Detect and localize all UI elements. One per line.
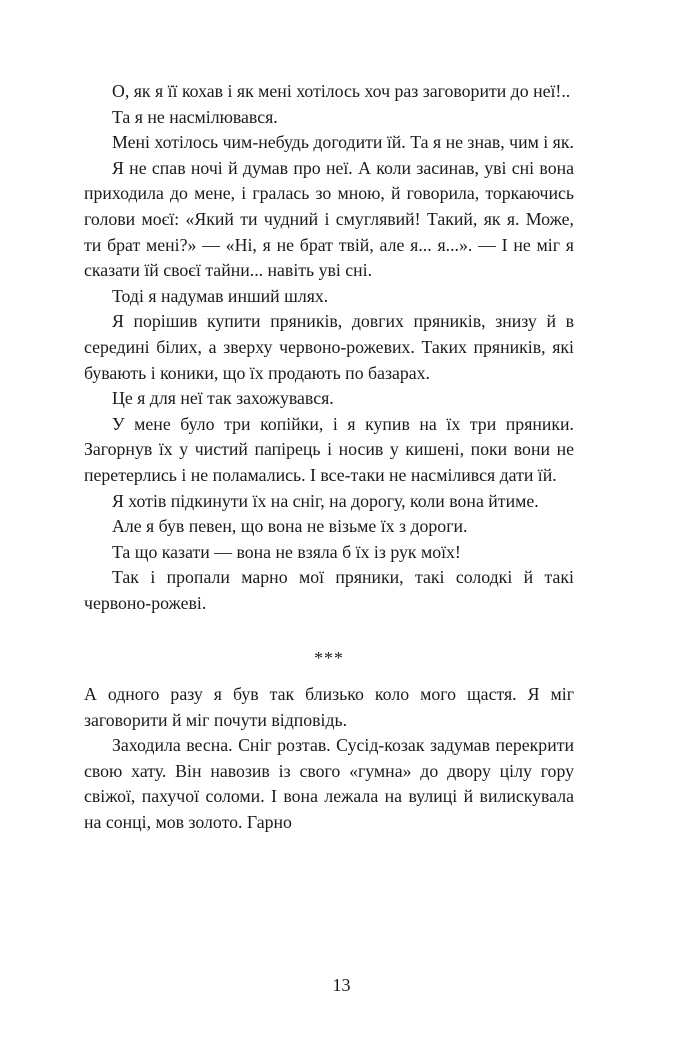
page-number: 13: [332, 975, 351, 995]
paragraph: Я хотів підкинути їх на сніг, на дорогу, коли вона йтиме.: [112, 490, 539, 511]
paragraph: Та що казати — вона не взяла б їх із рук моїх!: [112, 541, 461, 562]
paragraph: Заходила весна. Сніг розтав. Сусід-козак задумав перекрити свою хату. Він навозив із свого «гумна» до двору цілу гору свіжої, пахучої соломи. І вона лежала на вулиці й вилискувала на сонці, мов золото. Гарно: [84, 735, 574, 833]
paragraph: Мені хотілось чим-небудь догодити їй. Та я не знав, чим і як.: [112, 132, 574, 153]
paragraph: Та я не насмілювався.: [112, 106, 278, 127]
paragraph: У мене було три копійки, і я купив на їх три пряники. Загорнув їх у чистий папірець і носив у кишені, поки вони не перетерлись і не поламались. І все-таки не насмілився дати їй.: [84, 413, 574, 485]
paragraph: О, як я її кохав і як мені хотілось хоч раз заговорити до неї!..: [112, 81, 571, 101]
text-body: [84, 79, 574, 836]
paragraph: Це я для неї так захожувався.: [112, 388, 334, 409]
paragraph: Я не спав ночі й думав про неї. А коли засинав, уві сні вона приходила до мене, і гралась зо мною, й говорила, торкаючись голови моєї: «Який ти чудний і смуглявий! Такий, як я. Може, ти брат мені?» — «Ні, я не брат твій, але я... я...». — І не міг я сказати їй своєї тайни... навіть уві сні.: [84, 157, 574, 281]
paragraph: Я порішив купити пряників, довгих пряників, знизу й в середині білих, а зверху червоно-рожевих. Таких пряників, які бувають і коники, що їх продають по базарах.: [84, 311, 574, 383]
paragraph-first-after-separator: А одного разу я був так близько коло мого щастя. Я міг заговорити й міг почути відповідь.: [84, 684, 574, 730]
section-separator: ***: [314, 648, 344, 669]
paragraph: Але я був певен, що вона не візьме їх з дороги.: [112, 516, 468, 537]
paragraph: Тоді я надумав инший шлях.: [112, 285, 329, 306]
paragraph: Так і пропали марно мої пряники, такі солодкі й такі червоно-рожеві.: [84, 567, 574, 613]
